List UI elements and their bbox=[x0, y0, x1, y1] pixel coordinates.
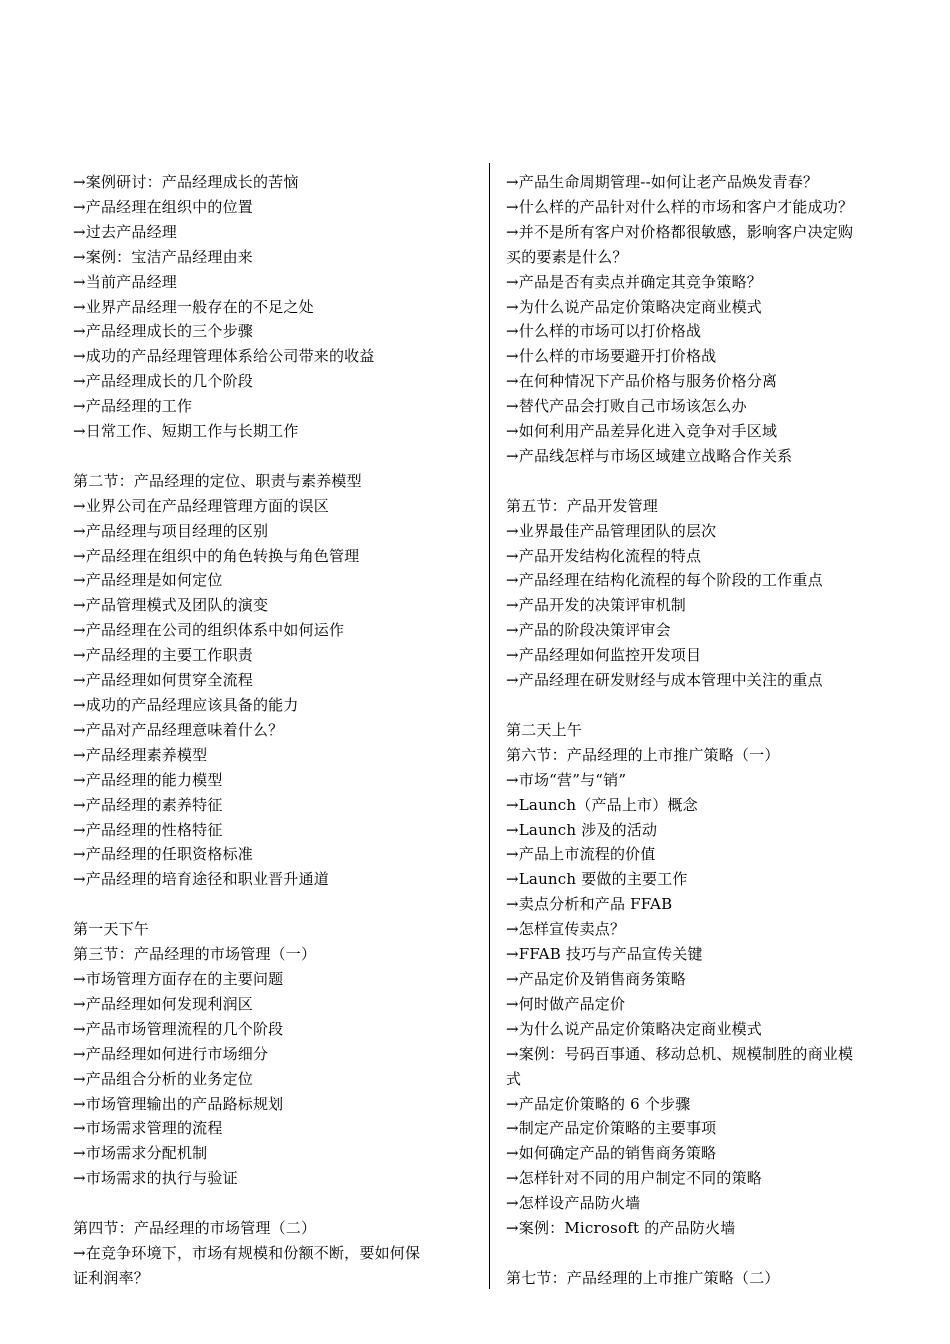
outline-item: →产品经理如何监控开发项目 bbox=[506, 646, 702, 665]
text-line: 第六节：产品经理的上市推广策略（一） bbox=[506, 745, 780, 764]
outline-item: →如何利用产品差异化进入竞争对手区域 bbox=[506, 422, 778, 441]
text-line: 式 bbox=[506, 1069, 522, 1088]
outline-item: →在竞争环境下，市场有规模和份额不断，要如何保 bbox=[73, 1243, 421, 1262]
text-line: 第二节：产品经理的定位、职责与素养模型 bbox=[73, 471, 362, 490]
text-line: 买的要素是什么？ bbox=[506, 247, 628, 266]
blank-line bbox=[506, 469, 914, 494]
outline-item: →何时做产品定价 bbox=[506, 994, 626, 1013]
column-divider bbox=[489, 163, 490, 1289]
outline-item: →产品经理的培育途径和职业晋升通道 bbox=[73, 870, 329, 889]
outline-item: →市场需求管理的流程 bbox=[73, 1119, 223, 1138]
outline-item: →产品经理是如何定位 bbox=[73, 571, 223, 590]
outline-item: →什么样的市场要避开打价格战 bbox=[506, 347, 717, 366]
outline-item: →产品经理成长的三个步骤 bbox=[73, 322, 253, 341]
outline-item: →产品经理如何贯穿全流程 bbox=[73, 671, 253, 690]
outline-item: →成功的产品经理管理体系给公司带来的收益 bbox=[73, 347, 375, 366]
outline-item: →过去产品经理 bbox=[73, 222, 177, 241]
outline-item: →案例：号码百事通、移动总机、规模制胜的商业模 bbox=[506, 1044, 854, 1063]
outline-item: →市场“营”与“销” bbox=[506, 770, 627, 789]
outline-item: →Launch（产品上市）概念 bbox=[506, 795, 698, 814]
outline-item: →产品开发结构化流程的特点 bbox=[506, 546, 702, 565]
outline-item: →产品定价策略的 6 个步骤 bbox=[506, 1094, 691, 1113]
outline-item: →在何种情况下产品价格与服务价格分离 bbox=[506, 372, 778, 391]
outline-item: →并不是所有客户对价格都很敏感，影响客户决定购 bbox=[506, 222, 854, 241]
outline-item: →案例：Microsoft 的产品防火墙 bbox=[506, 1219, 736, 1238]
outline-item: →案例：宝洁产品经理由来 bbox=[73, 247, 253, 266]
outline-item: →Launch 涉及的活动 bbox=[506, 820, 658, 839]
blank-line bbox=[506, 1241, 914, 1266]
outline-item: →产品经理如何进行市场细分 bbox=[73, 1044, 269, 1063]
text-line: 第二天上午 bbox=[506, 720, 583, 739]
outline-item: →为什么说产品定价策略决定商业模式 bbox=[506, 297, 762, 316]
outline-item: →产品经理如何发现利润区 bbox=[73, 994, 253, 1013]
outline-item: →产品对产品经理意味着什么？ bbox=[73, 720, 284, 739]
outline-item: →产品线怎样与市场区域建立战略合作关系 bbox=[506, 446, 793, 465]
text-line: 证利润率？ bbox=[73, 1268, 150, 1287]
outline-item: →制定产品定价策略的主要事项 bbox=[506, 1119, 717, 1138]
outline-item: →业界公司在产品经理管理方面的误区 bbox=[73, 496, 329, 515]
outline-item: →产品组合分析的业务定位 bbox=[73, 1069, 253, 1088]
blank-line bbox=[506, 693, 914, 718]
outline-item: →市场管理输出的产品路标规划 bbox=[73, 1094, 284, 1113]
outline-item: →产品开发的决策评审机制 bbox=[506, 596, 686, 615]
outline-item: →产品经理在组织中的位置 bbox=[73, 197, 253, 216]
outline-item: →市场管理方面存在的主要问题 bbox=[73, 969, 284, 988]
blank-line bbox=[73, 1191, 481, 1216]
outline-item: →产品经理与项目经理的区别 bbox=[73, 521, 269, 540]
outline-item: →什么样的市场可以打价格战 bbox=[506, 322, 702, 341]
outline-item: →当前产品经理 bbox=[73, 272, 177, 291]
outline-item: →替代产品会打败自己市场该怎么办 bbox=[506, 397, 747, 416]
outline-item: →卖点分析和产品 FFAB bbox=[506, 895, 673, 914]
blank-line bbox=[73, 444, 481, 469]
outline-item: →产品经理的主要工作职责 bbox=[73, 646, 253, 665]
outline-item: →产品经理的素养特征 bbox=[73, 795, 223, 814]
outline-item: →产品生命周期管理--如何让老产品焕发青春？ bbox=[506, 173, 819, 191]
outline-item: →产品的阶段决策评审会 bbox=[506, 621, 671, 640]
outline-item: →业界产品经理一般存在的不足之处 bbox=[73, 297, 314, 316]
outline-item: →市场需求分配机制 bbox=[73, 1144, 208, 1163]
text-line: 第四节：产品经理的市场管理（二） bbox=[73, 1219, 317, 1238]
outline-item: →产品经理的任职资格标准 bbox=[73, 845, 253, 864]
outline-item: →产品管理模式及团队的演变 bbox=[73, 596, 269, 615]
text-line: 第三节：产品经理的市场管理（一） bbox=[73, 945, 317, 964]
outline-item: →产品是否有卖点并确定其竞争策略？ bbox=[506, 272, 762, 291]
outline-item: →FFAB 技巧与产品宣传关键 bbox=[506, 945, 703, 964]
text-line: 第一天下午 bbox=[73, 920, 150, 939]
outline-item: →产品经理成长的几个阶段 bbox=[73, 372, 253, 391]
outline-item: →产品市场管理流程的几个阶段 bbox=[73, 1019, 284, 1038]
outline-item: →产品经理的性格特征 bbox=[73, 820, 223, 839]
outline-item: →市场需求的执行与验证 bbox=[73, 1169, 238, 1188]
outline-item: →怎样设产品防火墙 bbox=[506, 1194, 641, 1213]
outline-item: →产品经理的工作 bbox=[73, 397, 193, 416]
outline-item: →怎样针对不同的用户制定不同的策略 bbox=[506, 1169, 762, 1188]
outline-item: →产品经理的能力模型 bbox=[73, 770, 223, 789]
outline-item: →什么样的产品针对什么样的市场和客户才能成功？ bbox=[506, 197, 854, 216]
text-line: 第五节：产品开发管理 bbox=[506, 496, 659, 515]
outline-item: →如何确定产品的销售商务策略 bbox=[506, 1144, 717, 1163]
text-line: 第七节：产品经理的上市推广策略（二） bbox=[506, 1268, 780, 1287]
outline-item: →产品经理在公司的组织体系中如何运作 bbox=[73, 621, 345, 640]
outline-item: →产品经理在组织中的角色转换与角色管理 bbox=[73, 546, 360, 565]
outline-item: →日常工作、短期工作与长期工作 bbox=[73, 422, 299, 441]
outline-item: →为什么说产品定价策略决定商业模式 bbox=[506, 1019, 762, 1038]
outline-item: →业界最佳产品管理团队的层次 bbox=[506, 521, 717, 540]
outline-item: →产品经理在研发财经与成本管理中关注的重点 bbox=[506, 671, 823, 690]
right-column bbox=[506, 170, 914, 1291]
outline-item: →产品定价及销售商务策略 bbox=[506, 969, 686, 988]
outline-item: →成功的产品经理应该具备的能力 bbox=[73, 696, 299, 715]
outline-item: →产品上市流程的价值 bbox=[506, 845, 656, 864]
outline-item: →Launch 要做的主要工作 bbox=[506, 870, 688, 889]
left-column bbox=[73, 170, 481, 1291]
outline-item: →产品经理素养模型 bbox=[73, 745, 208, 764]
outline-item: →案例研讨：产品经理成长的苦恼 bbox=[73, 173, 299, 191]
outline-item: →怎样宣传卖点？ bbox=[506, 920, 626, 939]
blank-line bbox=[73, 892, 481, 917]
outline-item: →产品经理在结构化流程的每个阶段的工作重点 bbox=[506, 571, 823, 590]
